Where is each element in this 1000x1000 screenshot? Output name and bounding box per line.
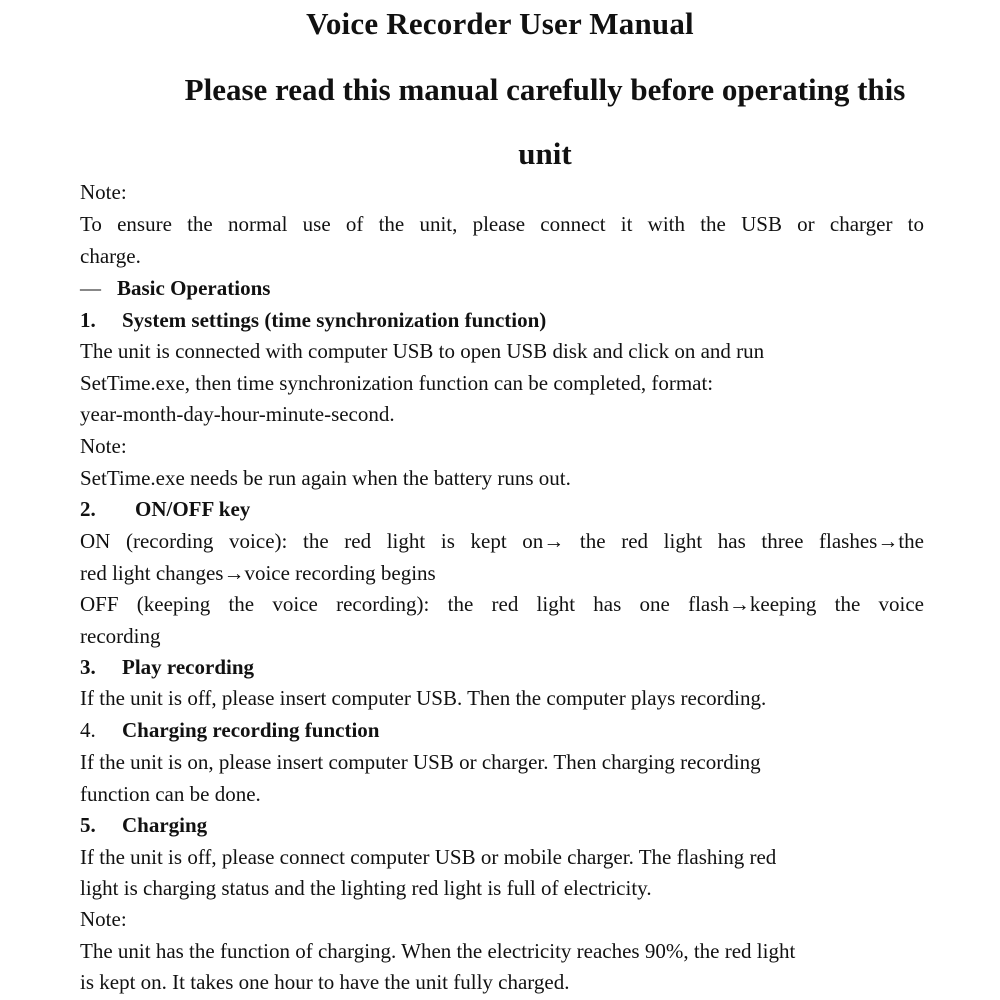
- section-5-note-label: Note:: [80, 907, 127, 931]
- section-4-line-1: If the unit is on, please insert computer USB or charger. Then charging recording: [80, 750, 761, 774]
- manual-title: Voice Recorder User Manual: [306, 6, 694, 41]
- section-1-line-3: year-month-day-hour-minute-second.: [80, 402, 395, 426]
- section-1-note: SetTime.exe needs be run again when the battery runs out.: [80, 466, 571, 490]
- section-3-line-1: If the unit is off, please insert computer USB. Then the computer plays recording.: [80, 686, 767, 710]
- section-5-note-line-2: is kept on. It takes one hour to have the unit fully charged.: [80, 970, 570, 994]
- section-number: 4.: [80, 718, 96, 742]
- section-number: 1.: [80, 308, 96, 332]
- intro-note-label: Note:: [80, 180, 127, 204]
- section-title: ON/OFF key: [135, 497, 251, 521]
- basic-operations-label: Basic Operations: [117, 276, 271, 300]
- dash-mark: —: [80, 276, 101, 300]
- section-2-line-4: recording: [80, 624, 161, 648]
- section-3-heading: [80, 655, 254, 680]
- intro-line-2: charge.: [80, 244, 141, 268]
- section-number: 2.: [80, 497, 96, 521]
- section-number: 5.: [80, 813, 96, 837]
- section-title: Charging: [122, 813, 208, 837]
- section-2-line-1: ON (recording voice): the red light is kept on→ the red light has three flashes→the: [80, 529, 924, 553]
- section-1-line-2: SetTime.exe, then time synchronization function can be completed, format:: [80, 371, 714, 395]
- intro-line-1: To ensure the normal use of the unit, please connect it with the USB or charger to: [80, 212, 924, 236]
- section-number: 3.: [80, 655, 96, 679]
- section-2-heading: [80, 497, 250, 522]
- section-5-line-2: light is charging status and the lighting red light is full of electricity.: [80, 876, 652, 900]
- section-4-heading: [80, 718, 379, 743]
- manual-subtitle: Please read this manual carefully before operating this unit: [184, 72, 906, 171]
- section-5-line-1: If the unit is off, please connect computer USB or mobile charger. The flashing red: [80, 845, 777, 869]
- section-title: Charging recording function: [122, 718, 380, 742]
- section-2-line-3: OFF (keeping the voice recording): the red light has one flash→keeping the voice: [80, 592, 924, 616]
- section-4-line-2: function can be done.: [80, 782, 261, 806]
- section-5-note-line-1: The unit has the function of charging. When the electricity reaches 90%, the red light: [80, 939, 796, 963]
- section-title: System settings (time synchronization function): [122, 308, 547, 332]
- section-5-heading: [80, 813, 207, 838]
- section-1-heading: [80, 308, 546, 333]
- section-1-line-1: The unit is connected with computer USB to open USB disk and click on and run: [80, 339, 765, 363]
- basic-operations-heading: [80, 276, 270, 301]
- section-1-note-label: Note:: [80, 434, 127, 458]
- section-title: Play recording: [122, 655, 255, 679]
- section-2-line-2: red light changes→voice recording begins: [80, 561, 436, 585]
